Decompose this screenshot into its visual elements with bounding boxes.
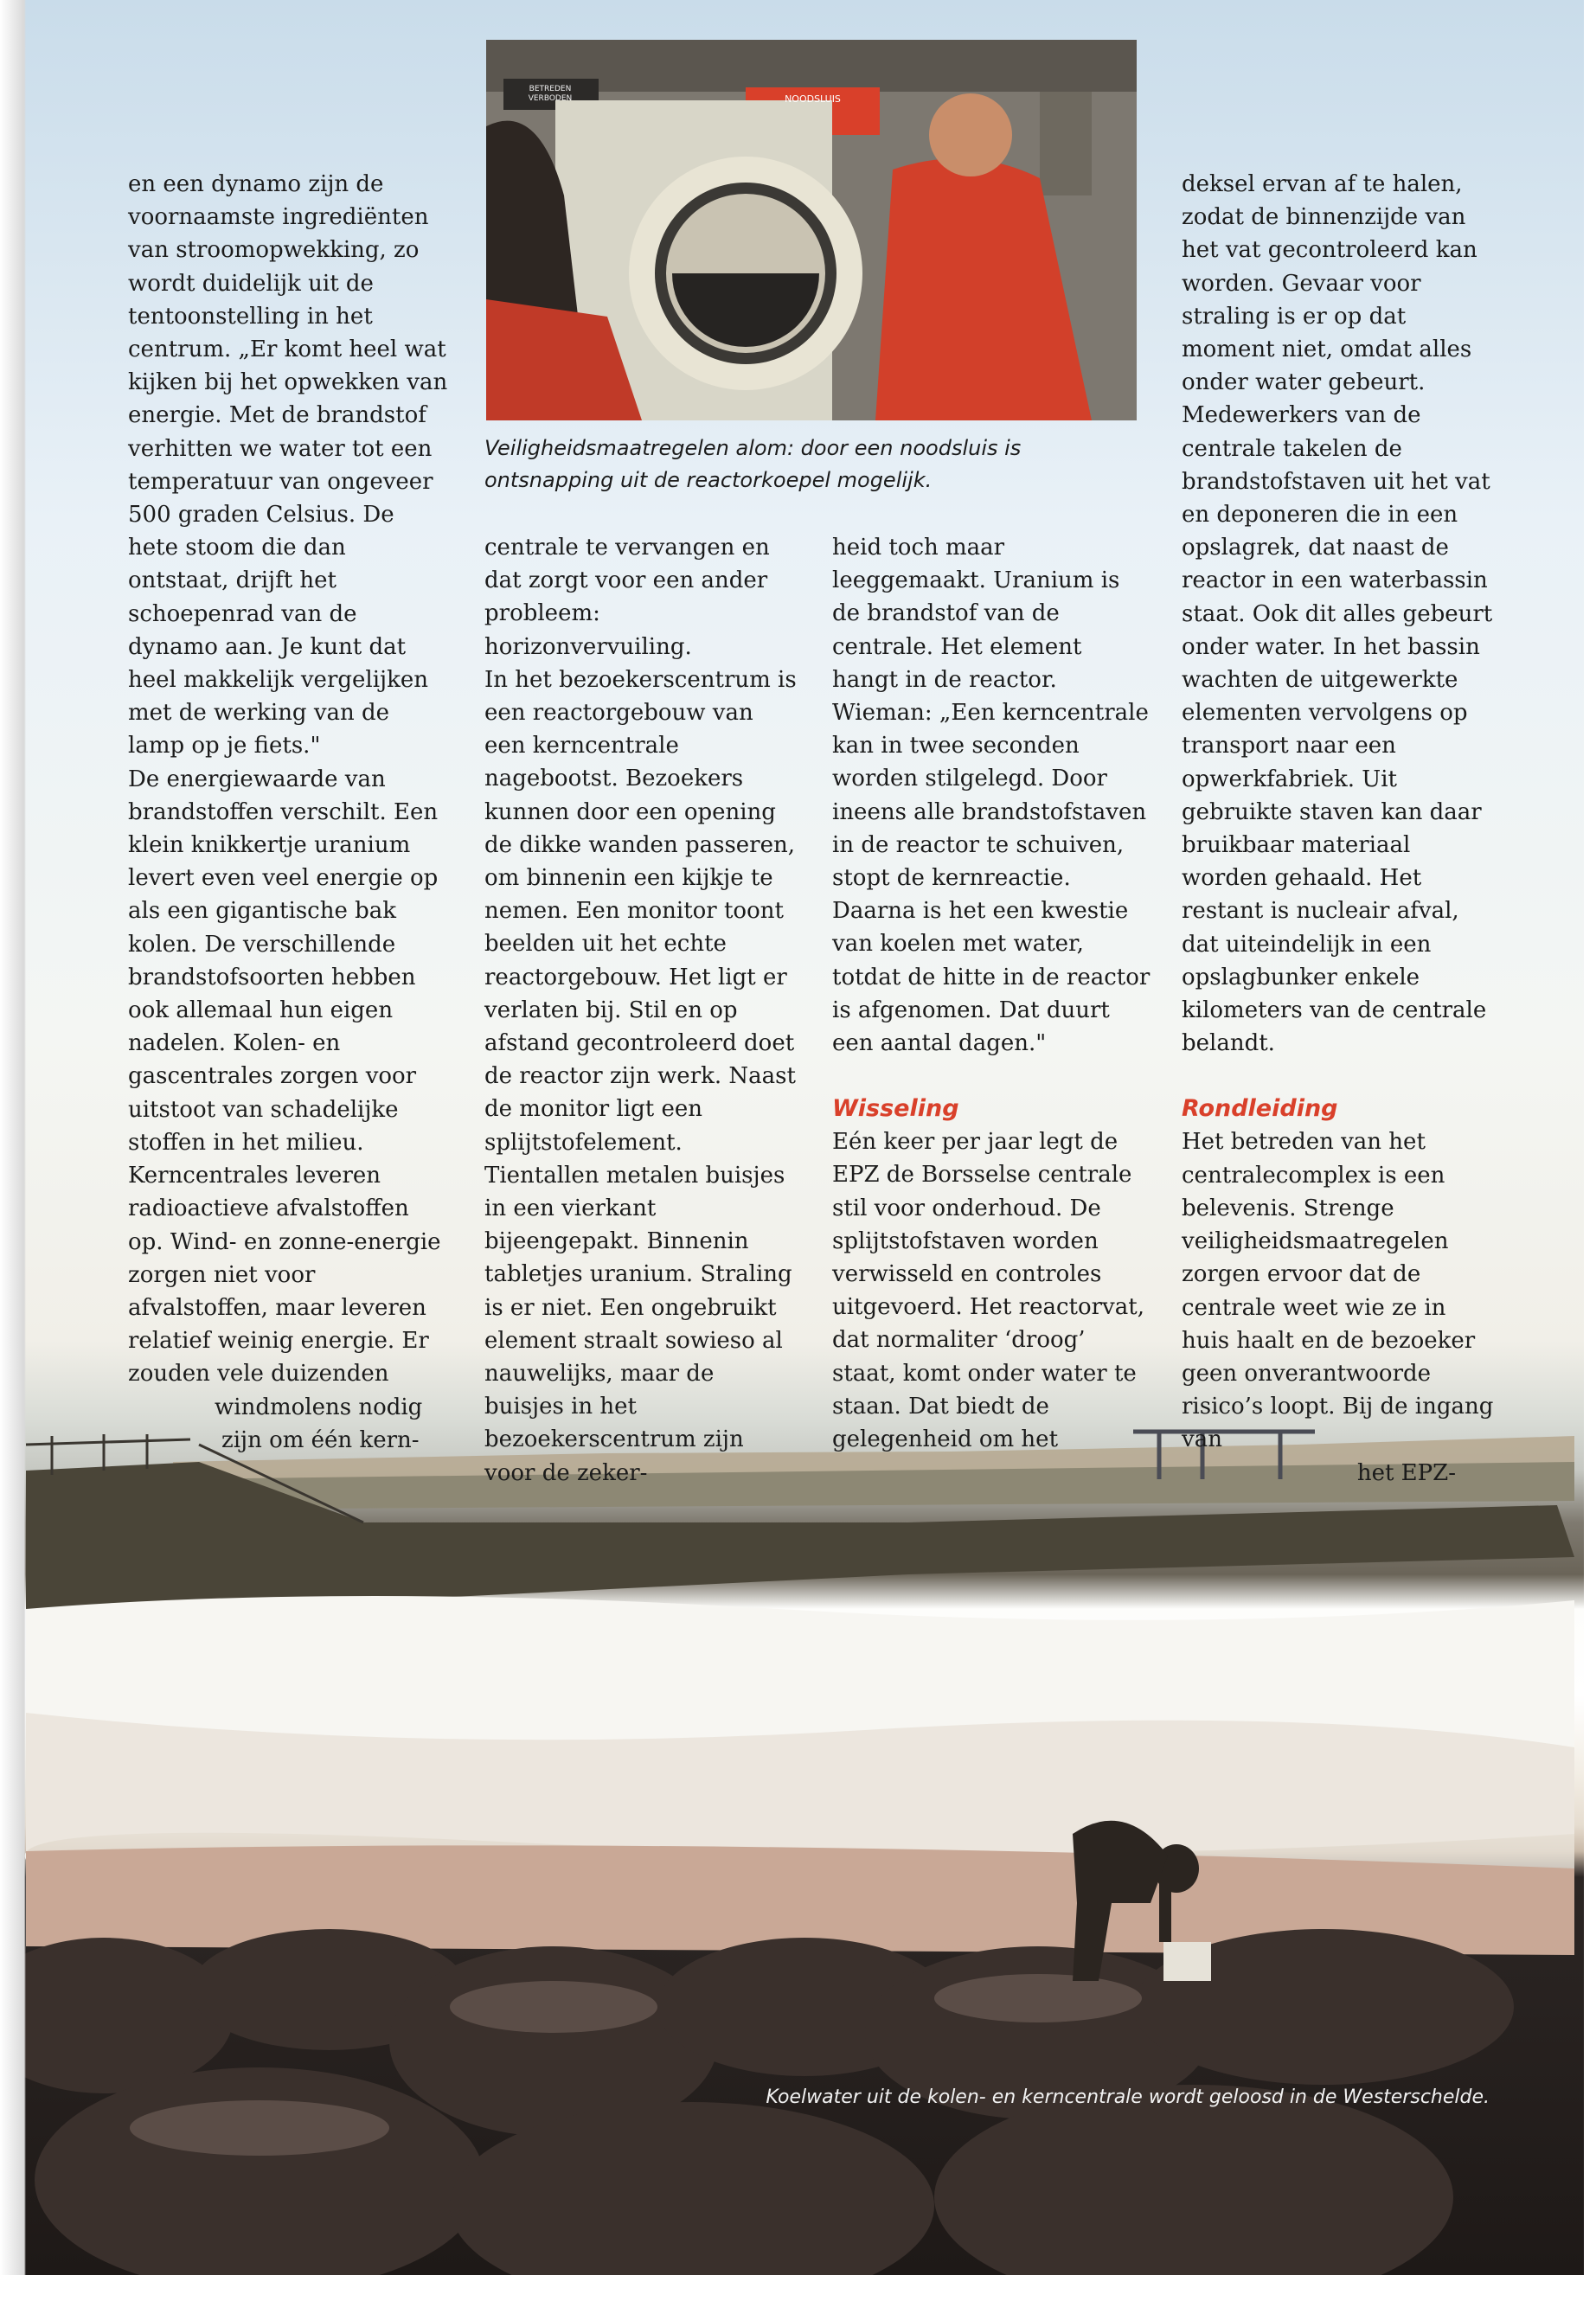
column-4-paragraph-3: Het betreden van het centralecomplex is een belevenis. Strenge veiligheidsmaatregelen zorgen ervoor dat de centrale weet wie ze in huis haalt en de bezoeker geen onverantwoorde risico’s loopt. Bij de ingang van <box>1182 1129 1494 1453</box>
column-4 <box>1182 168 1495 1490</box>
column-2 <box>484 531 800 1490</box>
sign-noodsluis: NOODSLUIS <box>785 93 841 105</box>
column-3-paragraph-2: Eén keer per jaar legt de EPZ de Borsselse centrale stil voor onderhoud. De splijtstofstaven worden verwisseld en controles uitgevoerd. Het reactorvat, dat normaliter ‘droog’ staat, komt onder water te staan. Dat biedt de gelegenheid om het <box>832 1129 1144 1453</box>
column-3-paragraph-1: heid toch maar leeggemaakt. Uranium is de brandstof van de centrale. Het element hangt in de reactor. Wieman: „Een kerncentrale kan in twee seconden worden stilgelegd. Door ineens alle brandstofstaven in de reactor te schuiven, stopt de kernreactie. Daarna is het een kwestie van koelen met water, totdat de hitte in de reactor is afgenomen. Dat duurt een aantal dagen." <box>832 535 1151 1057</box>
page-edge-left <box>0 0 26 2301</box>
column-3 <box>832 531 1152 1456</box>
column-4-paragraph-2: Medewerkers van de centrale takelen de brandstofstaven uit het vat en deponeren die in een opslagrek, dat naast de reactor in een waterbassin staat. Ook dit alles gebeurt onder water. In het bassin wachten de uitgewerkte elementen vervolgens op transport naar een opwerkfabriek. Uit gebruikte staven kan daar bruikbaar materiaal worden gehaald. Het restant is nucleair afval, dat uiteindelijk in een opslagbunker enkele kilometers van de centrale belandt. <box>1182 402 1493 1057</box>
column-2-paragraph-1: centrale te vervangen en dat zorgt voor een ander probleem: horizonvervuiling. <box>484 535 770 660</box>
column-1-paragraph-1: en een dynamo zijn de voornaamste ingrediënten van stroomopwekking, zo wordt duidelijk uit de tentoonstelling in het centrum. „Er komt heel wat kijken bij het opwekken van energie. Met de brandstof verhitten we water tot een temperatuur van ongeveer 500 graden Celsius. De hete stoom die dan ontstaat, drijft het schoepenrad van de dynamo aan. Je kunt dat heel makkelijk vergelijken met de werking van de lamp op je fiets." <box>128 171 448 760</box>
column-4-paragraph-1: deksel ervan af te halen, zodat de binnenzijde van het vat gecontroleerd kan worden. Gevaar voor straling is er op dat moment niet, omdat alles onder water gebeurt. <box>1182 171 1477 396</box>
column-4-tail: het EPZ- <box>1356 1459 1456 1486</box>
page-edge-bottom <box>0 2275 1596 2301</box>
column-1-paragraph-2: De energiewaarde van brandstoffen verschilt. Een klein knikkertje uranium levert even veel energie op als een gigantische bak kolen. De verschillende brandstofsoorten hebben ook allemaal hun eigen nadelen. Kolen- en gascentrales zorgen voor uitstoot van schadelijke stoffen in het milieu. Kerncentrales leveren radioactieve afvalstoffen op. Wind- en zonne-energie zorgen niet voor afvalstoffen, maar leveren relatief weinig energie. Er zouden vele duizenden <box>128 766 441 1388</box>
column-1-tail-2: zijn om één kern- <box>221 1426 420 1453</box>
subhead-wisseling: Wisseling <box>832 1095 959 1123</box>
top-photo-caption: Veiligheidsmaatregelen alom: door een noodsluis is ontsnapping uit de reactorkoepel mogelijk. <box>484 436 1022 492</box>
sign-left: BETREDEN VERBODEN <box>528 85 573 103</box>
bottom-photo-caption: Koelwater uit de kolen- en kerncentrale wordt geloosd in de Westerschelde. <box>766 2086 1490 2108</box>
column-2-paragraph-2: In het bezoekerscentrum is een reactorgebouw van een kerncentrale nagebootst. Bezoekers kunnen door een opening de dikke wanden passeren, om binnenin een kijkje te nemen. Een monitor toont beelden uit het echte reactorgebouw. Het ligt er verlaten bij. Stil en op afstand gecontroleerd doet de reactor zijn werk. Naast de monitor ligt een splijtstofelement. Tientallen metalen buisjes in een vierkant bijeengepakt. Binnenin tabletjes uranium. Straling is er niet. Een ongebruikt element straalt sowieso al nauwelijks, maar de buisjes in het bezoekerscentrum zijn voor de zeker- <box>484 666 797 1486</box>
reactor-hatch-photo <box>486 40 1137 420</box>
column-1-tail-1: windmolens nodig <box>215 1394 423 1420</box>
column-1 <box>128 168 448 1457</box>
beach-photo <box>0 1349 1596 2301</box>
page-edge-right <box>1584 0 1596 2301</box>
subhead-rondleiding: Rondleiding <box>1182 1095 1338 1123</box>
